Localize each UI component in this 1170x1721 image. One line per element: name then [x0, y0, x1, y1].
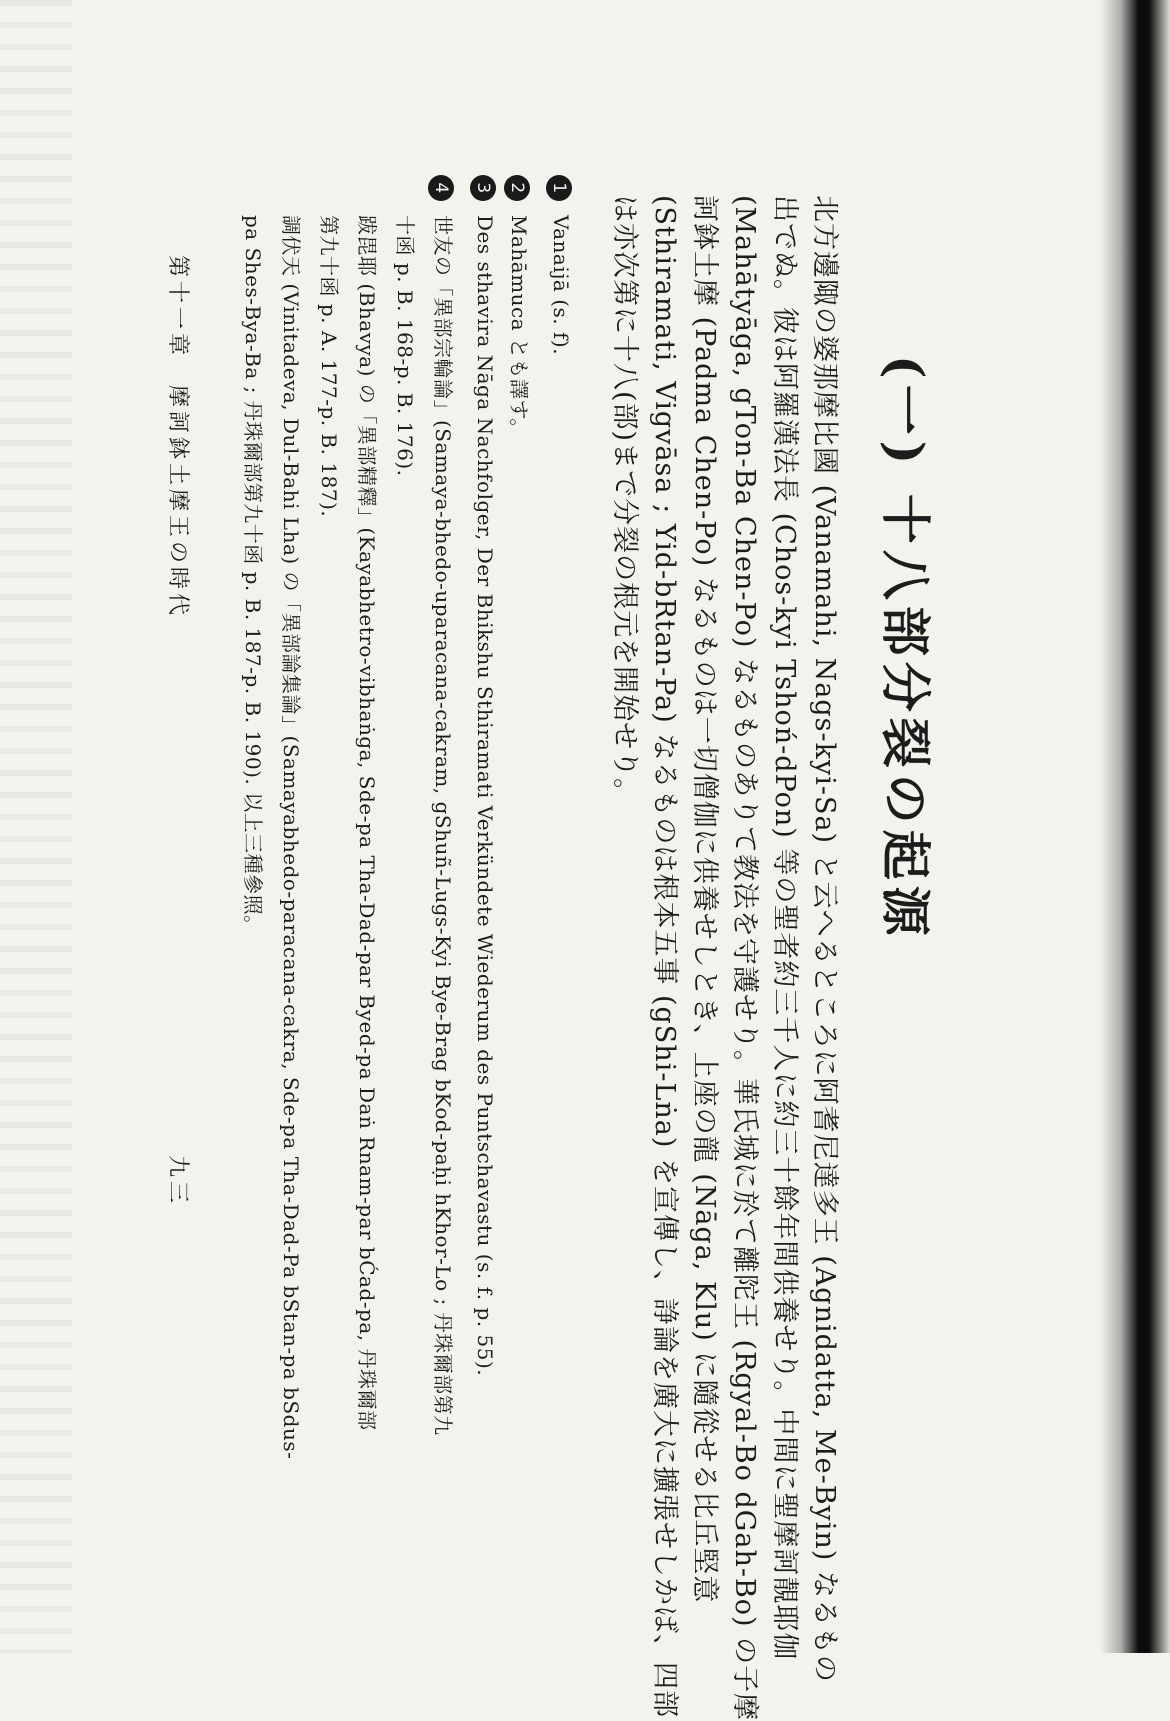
footnote-2 — [505, 175, 536, 439]
footnote-marker-2: 2 — [505, 175, 531, 201]
footnote-1 — [547, 175, 574, 355]
body-line-6: は亦次第に十八(部)まで分裂の根元を開始せり。 — [609, 195, 640, 807]
footnote-3 — [471, 175, 498, 1376]
footnote-2-text: Mahāmuca とも譯す。 — [507, 215, 531, 439]
footnote-marker-4: 4 — [429, 175, 455, 201]
body-line-5: (Sthiramati, Vigvāsa ; Yid-bRtan-Pa) なるものは根本五事 (gShi-Lṅa) を宣傳し、諍論を廣大に擴張せしかば、四部 — [649, 195, 680, 1718]
running-footer-chapter: 第十一章 摩訶鉢土摩王の時代 — [165, 255, 190, 620]
scan-binding-shadow-left — [0, 0, 72, 1653]
rotated-page-content — [135, 135, 965, 1721]
body-line-2: 出でぬ。彼は阿羅漢法長 (Chos-kyi Tshoń-dPon) 等の聖者約三千人に約三十餘年間供養せり。中間に聖摩訶靚耶伽 — [769, 195, 800, 1661]
footnote-4 — [429, 175, 460, 1436]
body-line-3: (Mahātyāga, gTon-Ba Chen-Po) なるものありて教法を守護せり。華氏城に於て離陀王 (Rgyal-Bo dGah-Bo) の子摩 — [729, 195, 760, 1721]
footnote-1-text: Vanaijā (s. f). — [549, 215, 573, 356]
footnote-4-continuation-3: 第九十函 p. A. 177-p. B. 187). — [317, 215, 341, 518]
footnote-4-continuation-1: 十函 p. B. 168-p. B. 176). — [393, 215, 417, 477]
section-heading: (一) 十八部分裂の起源 — [876, 355, 935, 942]
footnote-marker-1: 1 — [547, 175, 573, 201]
body-line-1: 北方邊陬の婆那摩比國 (Vanamahi, Nags-kyi-Sa) と云へるところに阿耆尼達多王 (Agnidatta, Me-Byin) なるもの — [809, 195, 840, 1683]
footnote-3-text: Des sthavira Nāga Nachfolger, Der Bhikshu Sthiramati Verkündete Wiederum des Puntschavastu (s. f. p. 55). — [473, 215, 497, 1377]
body-line-4: 訶鉢土摩 (Padma Chen-Po) なるものは一切僧伽に供養せしとき、上座の龍 (Nāga, Klu) に隨從せる比丘堅意 — [689, 195, 720, 1604]
page-number: 九三 — [165, 1155, 190, 1208]
footnote-4-text: 世友の「異部宗輪論」(Samaya-bhedo-uparacana-cakram, gShuñ-Lugs-Kyi Bye-Brag bKod-paḥi hKhor-Lo ; 丹珠爾部第九 — [431, 215, 455, 1436]
footnote-4-continuation-4: 調伏天 (Vinitadeva, Dul-Bahi Lha) の「異部論集論」(Samayabhedo-paracana-cakra, Sde-pa Tha-Dad-Pa bStan-pa bSdus- — [279, 215, 303, 1460]
footnote-marker-3: 3 — [471, 175, 497, 201]
scan-binding-shadow-right — [1100, 0, 1170, 1653]
footnote-4-continuation-5: pa Shes-Bya-Ba ; 丹珠爾部第九十函 p. B. 187-p. B. 190). 以上三種參照。 — [241, 215, 265, 936]
footnote-4-continuation-2: 跋毘耶 (Bhavya) の「異部精釋」(Kayabhetro-vibhaṅga, Sde-pa Tha-Dad-par Byed-pa Daṅ Rnam-par bĆad-pa, 丹珠爾部 — [355, 215, 379, 1431]
